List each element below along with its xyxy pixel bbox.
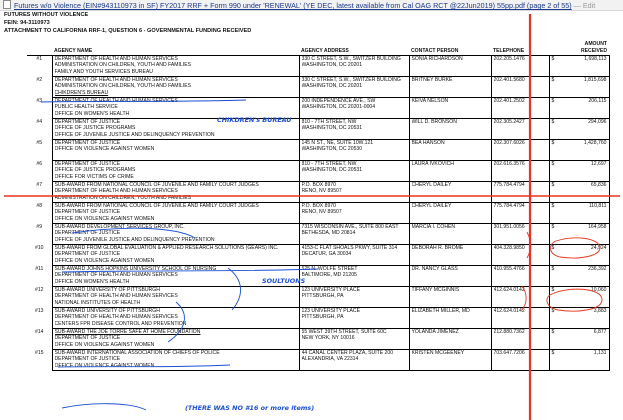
agency-address-line: NEW YORK, NY 10016 [301,335,355,342]
agency-address-line: 810 - 7TH STREET, NW [301,161,357,167]
row-number-cell [27,308,52,329]
agency-name-line: DEPARTMENT OF HEALTH AND HUMAN SERVICES [54,98,178,104]
agency-name-line: SUB-AWARD JOHNS HOPKINS UNIVERSITY SCHOOL OF NURSING [54,266,217,272]
agency-address-line: WASHINGTON, DC 20531 [301,167,363,174]
table-row [27,308,609,329]
header-number [27,40,52,56]
row-number-cell [27,161,52,182]
agency-name-cell [52,287,299,308]
agency-name-line: OFFICE ON WOMEN'S HEALTH [54,110,130,117]
agency-address-line: 44 CANAL CENTER PLAZA, SUITE 200 [301,350,394,356]
agency-name-line: OFFICE ON VIOLENCE AGAINST WOMEN [54,257,155,264]
agency-address-line: DECATUR, GA 30034 [301,251,352,258]
row-number: #5 [36,139,43,146]
agency-address-line: WASHINGTON, DC 20530 [301,146,363,153]
contact-person-cell [409,140,491,161]
row-number-cell [27,350,52,371]
table-row [27,287,609,308]
contact-person-cell [409,182,491,203]
agency-address-line: BETHESDA, MD 20814 [301,230,356,237]
row-number: #7 [36,181,43,188]
agency-address-cell [299,203,409,224]
contact-person: BEA HANSON [411,140,445,146]
row-number: #4 [36,118,43,125]
row-number-cell [27,245,52,266]
agency-name-line: CENTERS FPR DISEASE CONTROL AND PREVENTION [54,320,187,327]
agency-address-line: RENO, NV 89507 [301,188,342,195]
agency-name-line: DEPARTMENT OF JUSTICE [54,119,121,125]
telephone: 412.624.0142 [493,308,525,314]
amount-cell [549,203,609,224]
agency-name-line: OFFICE OF JUSTICE PROGRAMS [54,167,136,174]
agency-name-line: OFFICE OF JUVENILE JUSTICE AND DELINQUENCY PREVENTION [54,236,215,243]
telephone: 202.616.3576 [493,161,525,167]
amount-cell [549,77,609,98]
header-telephone: TELEPHONE [491,40,549,56]
row-number: #14 [35,328,44,335]
row-number: #1 [36,56,43,62]
telephone: 202.205.1476 [493,56,525,62]
table-row [27,245,609,266]
table-row [27,119,609,140]
amount-cell [549,245,609,266]
agency-name-line: DEPARTMENT OF HEALTH AND HUMAN SERVICES [54,77,178,83]
agency-address-line: P.O. BOX 8970 [301,182,336,188]
telephone-cell [491,245,549,266]
amount-received: 1,698,113 [584,56,607,62]
telephone-cell [491,350,549,371]
header-agency-address: AGENCY ADDRESS [299,40,409,56]
row-number: #6 [36,160,43,167]
agency-name-line: OFFICE OF JUSTICE PROGRAMS [54,125,136,132]
amount-cell [549,119,609,140]
contact-person: WILL D. BRONSON [411,119,457,125]
agency-name-line: DEPARTMENT OF JUSTICE [54,140,121,146]
table-row [27,266,609,287]
telephone: 202.307.6026 [493,140,525,146]
dollar-sign: $ [551,203,555,209]
table-header-row [27,40,609,56]
contact-person: BRITNEY BURKE [411,77,453,83]
amount-received: 1,131 [593,350,607,356]
agency-name-cell [52,245,299,266]
telephone: 202.401.5680 [493,77,525,83]
telephone-cell [491,182,549,203]
amount-received: 236,392 [588,266,607,272]
amount-received: 1,815,698 [583,77,607,83]
agency-name-cell [52,203,299,224]
contact-person-cell [409,329,491,350]
agency-address-line: 525 N. WOLFE STREET [301,266,358,272]
agency-name-line: OFFICE ON VIOLENCE AGAINST WOMEN [54,146,155,153]
contact-person: KEIVA NELSON [411,98,449,104]
agency-address-cell [299,77,409,98]
telephone: 412.624.0142 [493,287,525,293]
agency-name-line: SUB-AWARD DEVELOPMENT SERVICES GROUP, INC. [54,224,185,230]
attachment-title: ATTACHMENT TO CALIFORNIA RRF-1, QUESTION 6 - GOVERNMENTAL FUNDING RECEIVED [4,28,252,34]
contact-person-cell [409,287,491,308]
agency-address-line: 123 UNIVERSITY PLACE [301,287,361,293]
row-number: #3 [36,97,43,104]
dollar-sign: $ [551,329,555,335]
telephone-cell [491,224,549,245]
row-number-cell [27,203,52,224]
telephone: 775.784.4794 [493,203,525,209]
agency-name-line: DEPARTMENT OF JUSTICE [54,251,121,258]
contact-person: SONIA RICHARDSON [411,56,463,62]
dollar-sign: $ [551,98,555,104]
row-number-cell [27,266,52,287]
agency-name-line: SUB-AWARD FROM GLOBAL EVALUATION & APPLIED RESEARCH SOLUTIONS (GEARS) INC. [54,245,279,251]
telephone-cell [491,287,549,308]
telephone-cell [491,98,549,119]
telephone-cell [491,119,549,140]
agency-name-line: OFFICE ON WOMEN'S HEALTH [54,278,130,285]
header-amount-line2: RECEIVED [580,47,607,54]
amount-received: 65,836 [590,182,607,188]
agency-name-cell [52,224,299,245]
telephone: 202.305.2427 [493,119,525,125]
agency-name-line: PUBLIC HEALTH SERVICE [54,104,118,111]
contact-person: DR. NANCY GLASS [411,266,458,272]
row-number-cell [27,98,52,119]
agency-address-cell [299,140,409,161]
agency-name-line: DEPARTMENT OF JUSTICE [54,356,121,363]
contact-person-cell [409,308,491,329]
agency-name-line: ADMINISTRATION ON CHILDREN, YOUTH AND FAMILIES [54,83,192,90]
header-contact-person: CONTACT PERSON [409,40,491,56]
agency-name-line: DEPARTMENT OF JUSTICE [54,161,121,167]
agency-address-cell [299,245,409,266]
agency-address-line: PITTSBURGH, PA [301,314,344,321]
annotation-soultuons: SOULTUONS [262,277,306,285]
agency-name-line: OFFICE ON VIOLENCE AGAINST WOMEN [54,215,155,222]
agency-address-line: BALTIMORE, MD 21205 [301,272,357,279]
dollar-sign: $ [551,266,555,272]
telephone-cell [491,203,549,224]
document-header [4,11,251,35]
contact-person-cell [409,119,491,140]
row-number: #11 [35,265,44,272]
agency-address-line: WASHINGTON, DC 20201 [301,62,363,69]
amount-cell [549,350,609,371]
agency-name-line: CHIKDREN'S BUREAU [54,89,109,96]
table-row [27,329,609,350]
telephone-cell [491,140,549,161]
amount-cell [549,308,609,329]
amount-cell [549,266,609,287]
agency-address-line: WASHINGTON, DC 20531 [301,125,363,132]
amount-received: 10,060 [590,287,607,293]
agency-name-line: DEPARTMENT OF JUSTICE [54,209,121,216]
agency-name-cell [52,308,299,329]
contact-person: TIFFANY MCGINNIS [411,287,460,293]
agency-address-line: 7315 WISCONSIN AVE., SUITE 800 EAST [301,224,399,230]
agency-address-cell [299,329,409,350]
annotation-childrens-bureau: CHIKDREN's BUREAU [217,116,292,124]
agency-name-line: ADMINISTRATION ON CHILDREN, YOUTH AND FAMILIES [54,194,192,201]
agency-name-line: DEPARTMENT OF HEALTH AND HUMAN SERVICES [54,56,178,62]
agency-name-cell [52,161,299,182]
row-number: #15 [35,349,44,356]
row-number: #10 [35,244,44,251]
table-row [27,224,609,245]
edited-indicator: — Edit [571,1,596,10]
pdf-document-icon [3,0,11,9]
telephone-cell [491,77,549,98]
contact-person: CHERYL DAILEY [411,182,452,188]
amount-cell [549,161,609,182]
agency-address-cell [299,224,409,245]
window-title-bar [0,0,623,11]
telephone: 301.951.0056 [493,224,525,230]
dollar-sign: $ [551,287,555,293]
agency-name-line: DEPARTMENT OF HEALTH AND HUMAN SERVICES [54,188,178,195]
table-row [27,56,609,77]
contact-person-cell [409,56,491,77]
row-number: #12 [35,286,44,293]
agency-name-cell [52,182,299,203]
dollar-sign: $ [551,245,555,251]
amount-cell [549,224,609,245]
telephone-cell [491,56,549,77]
agency-address-line: 330 C STREET, S.W., SWITZER BUILDING [301,56,401,62]
agency-address-line: ALEXANDRIA, VA 22314 [301,356,359,363]
agency-address-line: 200 INDEPENDENCE AVE., SW [301,98,376,104]
amount-received: 12,697 [590,161,607,167]
table-row [27,77,609,98]
agency-name-line: DEPARTMENT OF HEALTH AND HUMAN SERVICES [54,272,178,279]
contact-person-cell [409,203,491,224]
contact-person: CHERYL DAILEY [411,203,452,209]
agency-name-cell [52,329,299,350]
agency-name-line: OFFICE FOR VICTIMS OF CRIME [54,173,134,180]
agency-name-line: OFFICE OF JUVENILE JUSTICE AND DELINQUENCY PREVENTION [54,131,215,138]
contact-person-cell [409,98,491,119]
row-number-cell [27,56,52,77]
agency-name-line: SUB-AWARD UNIVERSITY OF PITTSBURGH [54,308,160,314]
agency-name-line: DEPARTMENT OF JUSTICE [54,230,121,237]
dollar-sign: $ [551,140,555,146]
contact-person-cell [409,77,491,98]
agency-address-line: PITTSBURGH, PA [301,293,344,300]
agency-address-line: 4153-C FLAT SHOALS PKWY, SUITE 314 [301,245,398,251]
agency-name-line: DEPARTMENT OF HEALTH AND HUMAN SERVICES [54,314,178,321]
telephone-cell [491,308,549,329]
amount-cell [549,287,609,308]
telephone: 212.880.7362 [493,329,525,335]
telephone: 404.328.9850 [493,245,525,251]
row-number-cell [27,140,52,161]
contact-person-cell [409,224,491,245]
dollar-sign: $ [551,161,555,167]
agency-address-line: 330 C STREET, S.W., SWITZER BUILDING [301,77,401,83]
agency-name-cell [52,77,299,98]
amount-received: 164,958 [588,224,607,230]
row-number: #8 [36,202,43,209]
agency-address-cell [299,119,409,140]
agency-name-line: ADMINISTRATION ON CHILDREN, YOUTH AND FAMILIES [54,62,192,69]
row-number-cell [27,329,52,350]
table-row [27,140,609,161]
table-row [27,182,609,203]
agency-address-line: 145 N ST., NE, SUITE 10W.121 [301,140,374,146]
dollar-sign: $ [551,119,555,125]
ink-arrow-15 [62,404,146,410]
table-row [27,98,609,119]
contact-person: YOLANDA JIMENEZ [411,329,459,335]
telephone: 410.955.4766 [493,266,525,272]
agency-name-line: SUB-AWARD THE JOE TORRE SAFE AT HOME FOUNDATION [54,329,201,335]
dollar-sign: $ [551,56,555,62]
row-number-cell [27,224,52,245]
agency-address-line: RENO, NV 89507 [301,209,342,216]
agency-name-line: NATIONAL INSTITUTES OF HEALTH [54,299,141,306]
agency-address-cell [299,182,409,203]
telephone-cell [491,329,549,350]
row-number-cell [27,77,52,98]
contact-person-cell [409,245,491,266]
contact-person-cell [409,266,491,287]
agency-name-line: OFFICE ON VIOLENCE AGAINST WOMEN [54,362,155,369]
agency-name-cell [52,350,299,371]
dollar-sign: $ [551,308,555,314]
agency-name-line: OFFICE ON VIOLENCE AGAINST WOMEN [54,341,155,348]
agency-address-cell [299,161,409,182]
telephone: 775.784.4794 [493,182,525,188]
contact-person: KRISTEN MCGEENEY [411,350,465,356]
funding-table [27,40,610,371]
agency-address-line: WASHINGTON, DC 20201-0004 [301,104,376,111]
contact-person: MARCIA I. COHEN [411,224,456,230]
amount-received: 6,877 [593,329,607,335]
agency-name-line: SUB-AWARD FROM NATIONAL COUNCIL OF JUVENILE AND FAMILY COURT JUDGES [54,203,259,209]
agency-address-line: 810 - 7TH STREET, NW [301,119,357,125]
amount-received: 294,096 [588,119,607,125]
table-row [27,161,609,182]
amount-cell [549,98,609,119]
agency-address-cell [299,350,409,371]
amount-cell [549,182,609,203]
telephone-cell [491,161,549,182]
agency-address-cell [299,308,409,329]
agency-address-line: WASHINGTON, DC 20201 [301,83,363,90]
row-number-cell [27,119,52,140]
amount-received: 206,115 [588,98,607,104]
row-number: #2 [36,76,43,83]
row-number-cell [27,182,52,203]
telephone: 703.647.7206 [493,350,525,356]
row-number: #9 [36,223,43,230]
dollar-sign: $ [551,77,555,83]
agency-name-line: SUB-AWARD UNIVERSITY OF PITTSBURGH [54,287,160,293]
contact-person: LAURA IVKOVICH [411,161,454,167]
agency-name-line: FAMILY AND YOUTH SERVICES BUREAU [54,68,153,75]
amount-cell [549,56,609,77]
agency-name-line: DEPARTMENT OF JUSTICE [54,335,121,342]
dollar-sign: $ [551,182,555,188]
window-title: Futures w/o Violence (EIN#943110973 in SF) FY2017 RRF + Form 990 under 'RENEWAL' (YE DEC, latest available from Cal OAG RCT @22Jun2019) 55pp.pdf (page 2 of 55) [14,1,572,10]
agency-name-cell [52,140,299,161]
telephone-cell [491,266,549,287]
amount-received: 1,428,760 [583,140,607,146]
agency-name-line: SUB-AWARD INTERNATIONAL ASSOCIATION OF CHIEFS OF POLICE [54,350,220,356]
table-row [27,350,609,371]
amount-received: 3,883 [593,308,607,314]
table-row [27,203,609,224]
dollar-sign: $ [551,224,555,230]
agency-address-cell [299,287,409,308]
fein-line: FEIN: 94-3110973 [4,20,50,26]
contact-person-cell [409,161,491,182]
header-amount-received [549,40,609,56]
agency-name-line: SUB-AWARD FROM NATIONAL COUNCIL OF JUVENILE AND FAMILY COURT JUDGES [54,182,259,188]
contact-person-cell [409,350,491,371]
agency-address-cell [299,56,409,77]
agency-name-line: DEPARTMENT OF HEALTH AND HUMAN SERVICES [54,293,178,300]
agency-address-line: 55 WEST 39TH STREET, SUITE 60C [301,329,387,335]
header-amount-line1: AMOUNT [584,41,607,48]
agency-address-line: 123 UNIVERSITY PLACE [301,308,361,314]
agency-name-cell [52,56,299,77]
amount-cell [549,329,609,350]
dollar-sign: $ [551,350,555,356]
header-agency-name: AGENCY NAME [52,40,299,56]
row-number-cell [27,287,52,308]
agency-address-cell [299,98,409,119]
contact-person: DEBORAH R. BROME [411,245,464,251]
annotation-no-more-items: (THERE WAS NO #16 or more items) [185,404,315,412]
agency-address-cell [299,266,409,287]
telephone: 202.401.2502 [493,98,525,104]
row-number: #13 [35,307,44,314]
agency-address-line: P.O. BOX 8970 [301,203,336,209]
amount-cell [549,140,609,161]
amount-received: 24,924 [590,245,607,251]
organization-name: FUTURES WITHOUT VIOLENCE [4,12,89,18]
amount-received: 110,811 [588,203,607,209]
contact-person: ELIZABETH MILLER, MD [411,308,470,314]
